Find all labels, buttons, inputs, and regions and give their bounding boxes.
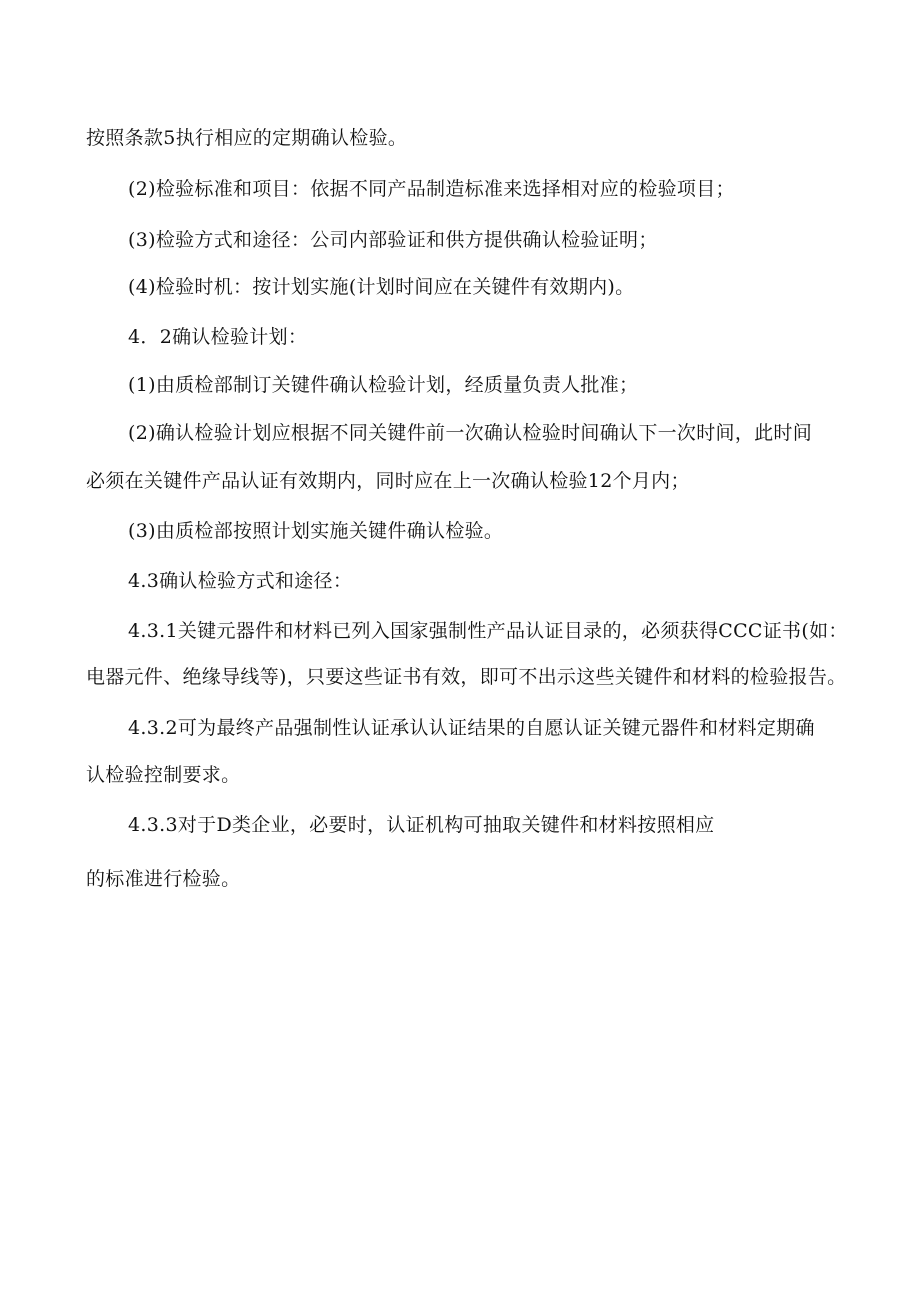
- section-heading: 4.3确认检验方式和途径：: [128, 570, 353, 592]
- paragraph-line: (2)检验标准和项目：依据不同产品制造标准来选择相对应的检验项目；: [128, 178, 735, 200]
- paragraph-line: 的标准进行检验。: [86, 868, 241, 890]
- paragraph-line: 4.3.3对于D类企业，必要时，认证机构可抽取关键件和材料按照相应: [128, 814, 715, 836]
- paragraph-line: 必须在关键件产品认证有效期内，同时应在上一次确认检验12个月内；: [86, 470, 690, 492]
- paragraph-line: (4)检验时机：按计划实施(计划时间应在关键件有效期内)。: [128, 276, 635, 298]
- paragraph-line: 电器元件、绝缘导线等)，只要这些证书有效，即可不出示这些关键件和材料的检验报告。: [86, 666, 847, 688]
- paragraph-line: 4.3.1关键元器件和材料已列入国家强制性产品认证目录的，必须获得CCC证书(如：: [128, 620, 848, 642]
- section-heading: 4．2确认检验计划：: [128, 326, 308, 348]
- paragraph-line: (3)由质检部按照计划实施关键件确认检验。: [128, 520, 504, 542]
- paragraph-line: 认检验控制要求。: [86, 764, 241, 786]
- paragraph-line: (1)由质检部制订关键件确认检验计划，经质量负责人批准；: [128, 374, 639, 396]
- paragraph-line: 4.3.2可为最终产品强制性认证承认认证结果的自愿认证关键元器件和材料定期确: [128, 717, 815, 739]
- paragraph-line: (3)检验方式和途径：公司内部验证和供方提供确认检验证明；: [128, 229, 658, 251]
- paragraph-line: (2)确认检验计划应根据不同关键件前一次确认检验时间确认下一次时间，此时间: [128, 422, 813, 444]
- paragraph-line: 按照条款5执行相应的定期确认检验。: [86, 127, 408, 149]
